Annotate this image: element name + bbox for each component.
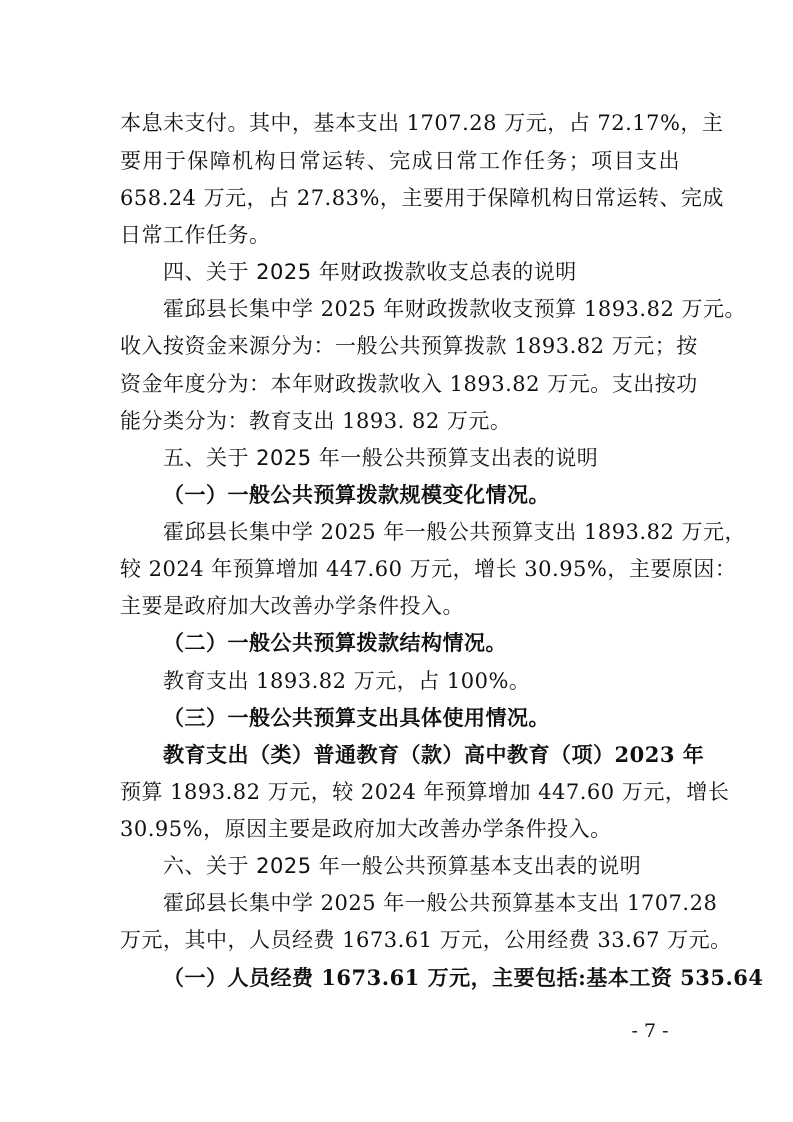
subsection-heading: （一）人员经费 1673.61 万元，主要包括:基本工资 535.64 xyxy=(163,965,764,990)
paragraph-line: 能分类分为：教育支出 1893. 82 万元。 xyxy=(120,409,512,433)
section-heading: 五、关于 2025 年一般公共预算支出表的说明 xyxy=(163,446,599,470)
paragraph-line: 教育支出（类）普通教育（款）高中教育（项）2023 年 xyxy=(163,742,705,767)
paragraph-line: 主要是政府加大改善办学条件投入。 xyxy=(120,594,464,618)
page-number: - 7 - xyxy=(631,1020,669,1042)
subsection-heading: （二）一般公共预算拨款结构情况。 xyxy=(163,630,507,655)
paragraph-line: 日常工作任务。 xyxy=(120,223,271,247)
paragraph-line: 30.95%，原因主要是政府加大改善办学条件投入。 xyxy=(120,817,612,841)
paragraph-line: 资金年度分为：本年财政拨款收入 1893.82 万元。支出按功 xyxy=(120,372,698,396)
paragraph-line: 本息未支付。其中，基本支出 1707.28 万元，占 72.17%，主 xyxy=(120,111,724,135)
paragraph-line: 预算 1893.82 万元，较 2024 年预算增加 447.60 万元，增长 xyxy=(120,780,730,804)
paragraph-line: 教育支出 1893.82 万元，占 100%。 xyxy=(163,669,531,693)
paragraph-line: 收入按资金来源分为：一般公共预算拨款 1893.82 万元；按 xyxy=(120,334,698,358)
paragraph-line: 较 2024 年预算增加 447.60 万元，增长 30.95%，主要原因： xyxy=(120,557,737,581)
paragraph-line: 要用于保障机构日常运转、完成日常工作任务；项目支出 xyxy=(120,149,680,173)
paragraph-line: 霍邱县长集中学 2025 年一般公共预算基本支出 1707.28 xyxy=(163,891,718,915)
section-heading: 四、关于 2025 年财政拨款收支总表的说明 xyxy=(163,260,577,284)
paragraph-line: 霍邱县长集中学 2025 年一般公共预算支出 1893.82 万元， xyxy=(163,520,746,544)
paragraph-line: 万元，其中，人员经费 1673.61 万元，公用经费 33.67 万元。 xyxy=(120,928,732,952)
subsection-heading: （一）一般公共预算拨款规模变化情况。 xyxy=(163,482,550,507)
subsection-heading: （三）一般公共预算支出具体使用情况。 xyxy=(163,705,550,730)
paragraph-line: 霍邱县长集中学 2025 年财政拨款收支预算 1893.82 万元。 xyxy=(163,297,746,321)
section-heading: 六、关于 2025 年一般公共预算基本支出表的说明 xyxy=(163,854,642,878)
paragraph-line: 658.24 万元，占 27.83%，主要用于保障机构日常运转、完成 xyxy=(120,186,724,210)
